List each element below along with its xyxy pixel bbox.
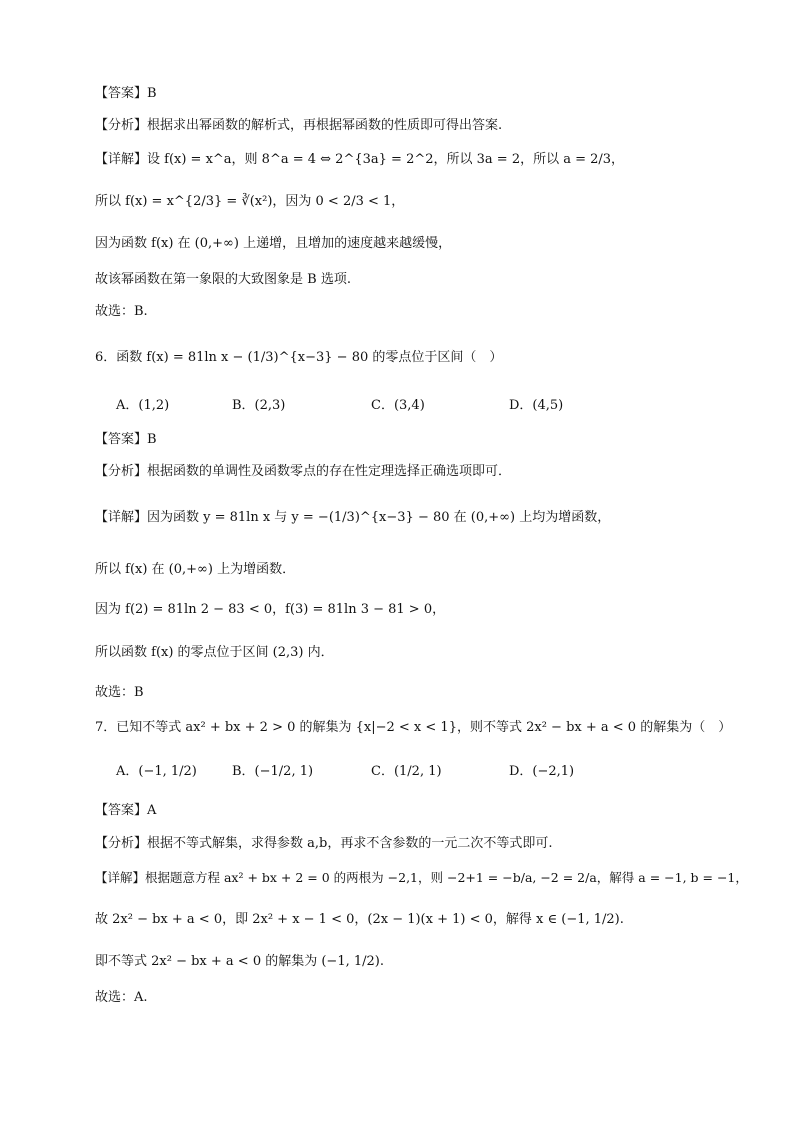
q5-analysis: 【分析】根据求出幂函数的解析式，再根据幂函数的性质即可得出答案. bbox=[95, 118, 503, 133]
q6-detail-3: 因为 f(2) = 81ln 2 − 83 < 0，f(3) = 81ln 3 − 81 > 0， bbox=[95, 602, 446, 617]
q5-detail-4: 故该幂函数在第一象限的大致图象是 B 选项. bbox=[95, 272, 351, 287]
q6-answer: 【答案】B bbox=[95, 432, 157, 447]
q5-detail-3: 因为函数 f(x) 在 (0,+∞) 上递增，且增加的速度越来越缓慢， bbox=[95, 236, 452, 251]
q6-detail-2: 所以 f(x) 在 (0,+∞) 上为增函数． bbox=[95, 562, 296, 577]
q7-option-c: C．(1/2, 1) bbox=[371, 764, 442, 779]
q6-choose: 故选：B bbox=[95, 685, 144, 700]
q7-detail-3: 即不等式 2x² − bx + a < 0 的解集为 (−1, 1/2). bbox=[95, 954, 384, 969]
q7-option-b: B．(−1/2, 1) bbox=[232, 764, 314, 779]
q6-option-c: C．(3,4) bbox=[371, 398, 425, 413]
q6-options bbox=[116, 396, 716, 416]
q6-stem: 6．函数 f(x) = 81ln x − (1/3)^{x−3} − 80 的零点位于区间（ ） bbox=[95, 350, 503, 365]
q6-detail-1: 【详解】因为函数 y = 81ln x 与 y = −(1/3)^{x−3} − 80 在 (0,+∞) 上均为增函数， bbox=[95, 510, 611, 525]
q6-option-d: D．(4,5) bbox=[509, 398, 564, 413]
q7-detail-1: 【详解】根据题意方程 ax² + bx + 2 = 0 的两根为 −2,1，则 −2+1 = −b/a, −2 = 2/a，解得 a = −1, b = −1， bbox=[95, 870, 748, 885]
q7-analysis: 【分析】根据不等式解集，求得参数 a,b，再求不含参数的一元二次不等式即可. bbox=[95, 836, 553, 851]
q7-option-d: D．(−2,1) bbox=[509, 764, 575, 779]
q6-detail-4: 所以函数 f(x) 的零点位于区间 (2,3) 内． bbox=[95, 645, 334, 660]
q5-answer: 【答案】B bbox=[95, 86, 157, 101]
q7-options bbox=[116, 762, 716, 782]
q7-option-a: A．(−1, 1/2) bbox=[116, 764, 197, 779]
q7-choose: 故选：A. bbox=[95, 990, 148, 1005]
q7-detail-2: 故 2x² − bx + a < 0，即 2x² + x − 1 < 0，(2x − 1)(x + 1) < 0，解得 x ∈ (−1, 1/2). bbox=[95, 912, 624, 927]
q5-detail-2: 所以 f(x) = x^{2/3} = ∛(x²)，因为 0 < 2/3 < 1， bbox=[95, 194, 405, 209]
q5-choose: 故选：B. bbox=[95, 304, 148, 319]
q6-option-b: B．(2,3) bbox=[232, 398, 286, 413]
q7-answer: 【答案】A bbox=[95, 803, 157, 818]
q6-option-a: A．(1,2) bbox=[116, 398, 170, 413]
q7-stem: 7．已知不等式 ax² + bx + 2 > 0 的解集为 {x|−2 < x < 1}，则不等式 2x² − bx + a < 0 的解集为（ ） bbox=[95, 720, 732, 735]
q6-analysis: 【分析】根据函数的单调性及函数零点的存在性定理选择正确选项即可． bbox=[95, 464, 512, 479]
q5-detail-1: 【详解】设 f(x) = x^a，则 8^a = 4 ⇔ 2^{3a} = 2^2，所以 3a = 2，所以 a = 2/3， bbox=[95, 152, 625, 167]
